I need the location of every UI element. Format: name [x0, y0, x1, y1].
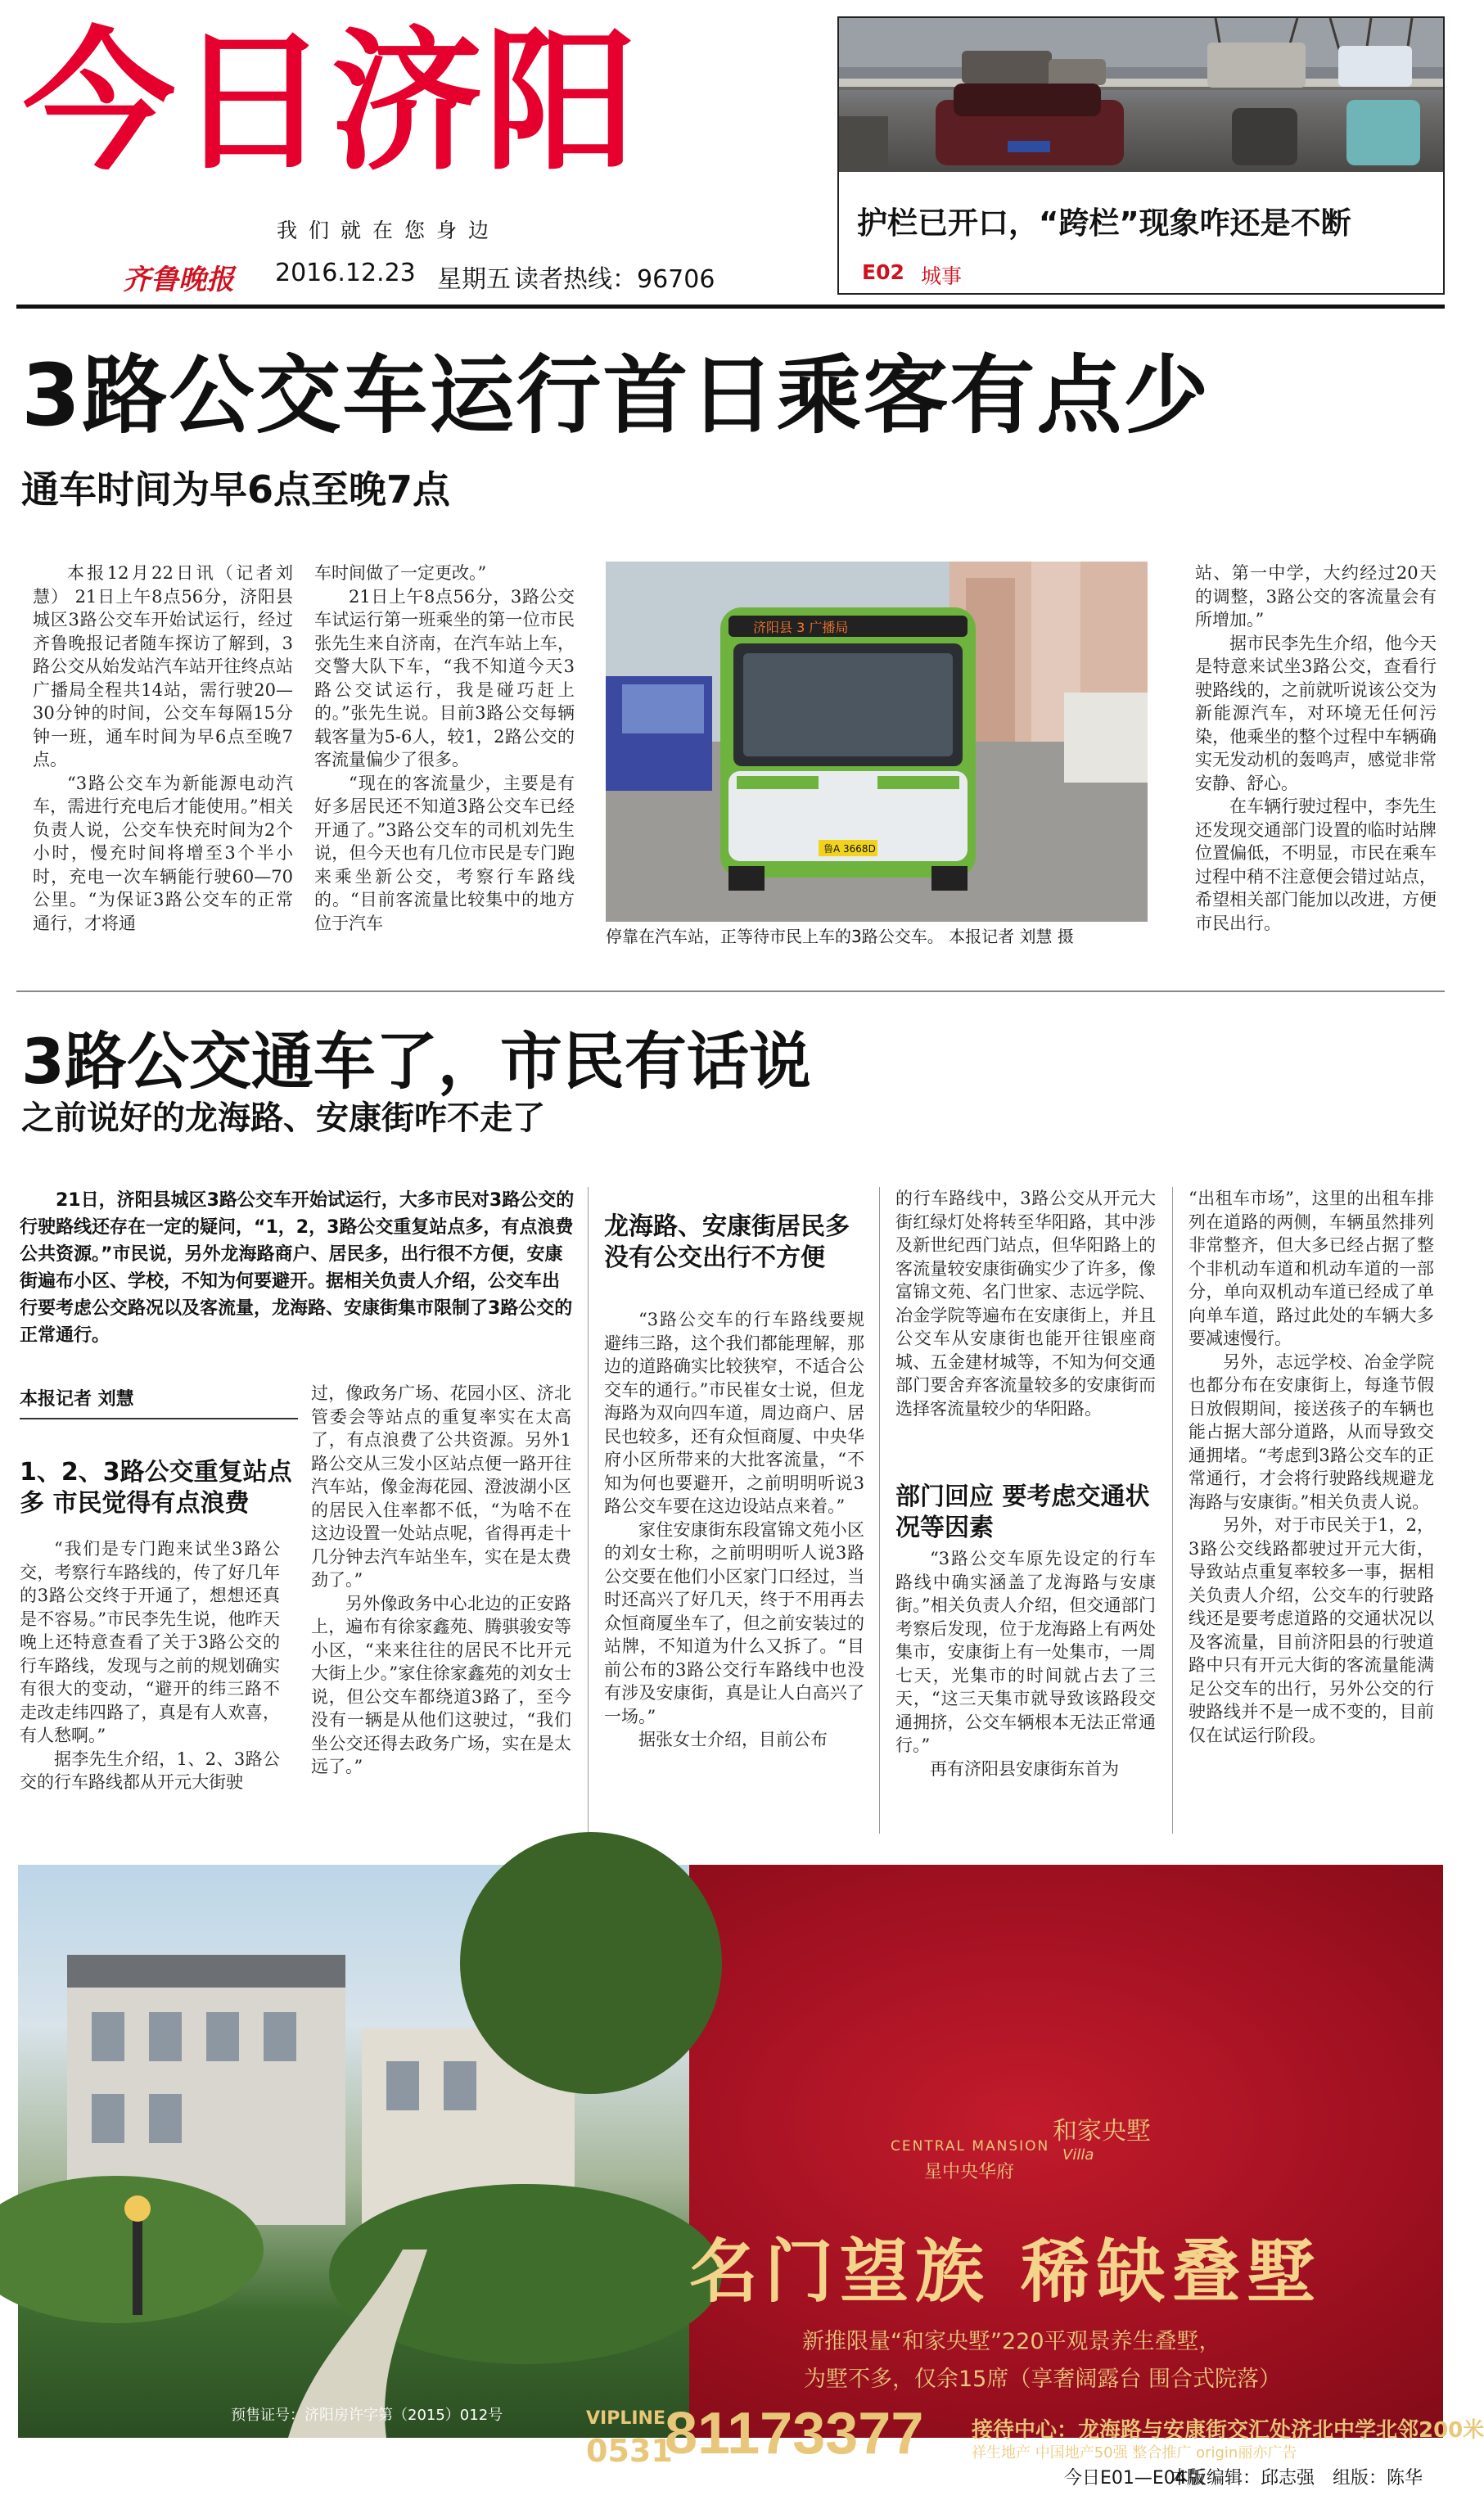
ad-developer-logos: 祥生地产 中国地产50强 整合推广 origin丽亦广告	[972, 2444, 1297, 2462]
story2-paragraph: 据张女士介绍，目前公布	[638, 1730, 828, 1749]
ad-offer-line-1: 新推限量“和家央墅”220平观景养生叠墅，	[802, 2329, 1221, 2354]
section-divider	[16, 991, 1445, 992]
ad-phone-area-code: 0531	[586, 2433, 673, 2469]
teaser-section: 城事	[921, 264, 963, 288]
real-estate-advertisement[interactable]	[18, 1865, 1484, 2469]
bus-photo	[606, 562, 1148, 922]
story2-byline: 本报记者 刘慧	[20, 1389, 134, 1410]
story2-subheading-1: 1、2、3路公交重复站点多 市民觉得有点浪费	[20, 1458, 292, 1518]
footer-editor: 本版编辑：邱志强	[1171, 2468, 1315, 2489]
lead-paragraph: “现在的客流量少，主要是有好多居民还不知道3路公交车已经开通了。”3路公交车的司机刘先生说，但今天也有几位市民是专门跑来乘坐新公交，考察行车路线的。“目前客流量比较集中的地方位于汽车	[314, 773, 575, 933]
ad-phone-number[interactable]: 81173377	[665, 2401, 924, 2466]
story2-subhead: 之前说好的龙海路、安康街咋不走了	[21, 1099, 545, 1137]
story2-paragraph: “3路公交车原先设定的行车路线中确实涵盖了龙海路与安康街。”相关负责人介绍，但交通部门考察后发现，位于龙海路上有两处集市，安康街上有一处集市，一周七天，光集市的时间就占去了三天，“这三天集市就导致该路段交通拥挤，公交车辆根本无法正常通行。”	[895, 1549, 1156, 1755]
photo-caption: 停靠在汽车站，正等待市民上车的3路公交车。 本报记者 刘慧 摄	[606, 927, 1074, 946]
lead-paragraph: 21日上午8点56分，3路公交车试运行第一班乘坐的第一位市民张先生来自济南，在汽车站上车，交警大队下车，“我不知道今天3路公交试运行，我是碰巧赶上的。”张先生说。目前3路公交每辆载客量为5-6人，较1，2路公交的客流量偏少了很多。	[314, 586, 575, 769]
story2-subheading-2: 龙海路、安康街居民多 没有公交出行不方便	[604, 1212, 866, 1274]
story2-paragraph: 过，像政务广场、花园小区、济北管委会等站点的重复率实在太高了，有点浪费了公共资源。另外1路公交从三发小区站点便一路开往汽车站，像金海花园、澄波湖小区的居民入住率都不低，“为啥不在这边设置一处站点呢，省得再走十几分钟去汽车站坐车，实在是太费劲了。”	[311, 1383, 571, 1590]
issue-weekday: 星期五	[437, 265, 511, 294]
lead-column-3	[1195, 562, 1437, 971]
lead-headline[interactable]: 3路公交车运行首日乘客有点少	[21, 345, 1211, 445]
story2-lede: 21日，济阳县城区3路公交车开始试运行，大多市民对3路公交的行驶路线还存在一定的疑问，“1，2，3路公交重复站点多，有点浪费公共资源。”市民说，另外龙海路商户、居民多，出行很不方便，安康街遍布小区、学校，不知为何要避开。据相关负责人介绍，公交车出行要考虑公交路况以及客流量，龙海路、安康街集市限制了3路公交的正常通行。	[20, 1190, 575, 1346]
story2-paragraph: 另外，对于市民关于1，2，3路公交线路都驶过开元大街，导致站点重复率较多一事，据相关负责人介绍，公交车的行驶路线还是要考虑道路的交通状况以及客流量，目前济阳县的行驶道路中只有开元大街的客流量能满足公交车的出行，另外公交的行驶路线并不是一成不变的，目前仅在试运行阶段。	[1189, 1515, 1434, 1745]
bus-license-plate: 鲁A 3668D	[823, 843, 876, 855]
column-rule	[588, 1187, 589, 1834]
ad-villa-english: Villa	[1062, 2146, 1094, 2164]
story2-subheading-3: 部门回应 要考虑交通状况等因素	[895, 1482, 1157, 1544]
column-rule	[879, 1187, 880, 1834]
ad-offer-line-2: 为墅不多，仅余15席（享奢阔露台 围合式院落）	[804, 2367, 1281, 2392]
story2-paragraph: 另外像政务中心北边的正安路上，遍布有徐家鑫苑、腾骐骏安等小区，“来来往往的居民不比开元大街上少。”家住徐家鑫苑的刘女士说，但公交车都绕道3路了，至今没有一辆是从他们这驶过，“我们坐公交还得去政务广场，实在是太远了。”	[311, 1593, 571, 1776]
story2-headline[interactable]: 3路公交通车了，市民有话说	[21, 1025, 811, 1098]
lead-subhead: 通车时间为早6点至晚7点	[21, 467, 451, 512]
lead-paragraph: 站、第一中学，大约经过20天的调整，3路公交的客流量会有所增加。”	[1195, 563, 1437, 630]
paper-logo: 齐鲁晚报	[123, 264, 234, 296]
story2-paragraph: 再有济阳县安康街东首为	[930, 1758, 1119, 1779]
ad-slogan: 名门望族 稀缺叠墅	[689, 2231, 1323, 2312]
story2-paragraph: 家住安康街东段富锦文苑小区的刘女士称，之前明明听人说3路公交要在他们小区家门口经过，当时还高兴了好几天，终于不用再去众恒商厦坐车了，但之前安装过的站牌，不知道为什么又拆了。“目前公布的3路公交行车路线中也没有涉及安康街，真是让人白高兴了一场。”	[604, 1519, 864, 1726]
reader-hotline: 读者热线：96706	[514, 265, 715, 294]
lead-paragraph: 车时间做了一定更改。”	[314, 563, 487, 583]
ad-villa-name: 和家央墅	[1053, 2117, 1151, 2146]
teaser-headline[interactable]: 护栏已开口，“跨栏”现象咋还是不断	[857, 205, 1351, 241]
ad-garden-image	[18, 1865, 689, 2438]
masthead-slogan: 我们就在您身边	[277, 219, 501, 242]
ad-vip-label: VIPLINE	[586, 2408, 665, 2429]
lead-column-1	[33, 562, 293, 971]
story2-paragraph: 另外，志远学校、冶金学院也都分布在安康街上，每逢节假日放假期间，接送孩子的车辆也能占据大部分道路，从而导致交通拥堵。“考虑到3路公交车的正常通行，才会将行驶路线规避龙海路与安康街。”相关负责人说。	[1189, 1352, 1434, 1512]
story2-column-5	[1189, 1187, 1434, 1834]
ad-reception-address: 接待中心：龙海路与安康街交汇处济北中学北邻200米	[972, 2418, 1484, 2443]
issue-date: 2016.12.23	[275, 259, 416, 287]
story2-column-3	[604, 1212, 864, 1834]
story2-paragraph: “3路公交车的行车路线要规避纬三路，这个我们都能理解，那边的道路确实比较狭窄，不适合公交车的通行。”市民崔女士说，但龙海路为双向四车道，周边商户、居民也较多，还有众恒商厦、中央华府小区所带来的大批客流量，“不知为何也要避开，之前明明听说3路公交车要在这边设站点来着。”	[604, 1310, 864, 1516]
traffic-photo	[839, 18, 1443, 172]
lead-paragraph: 据市民李先生介绍，他今天是特意来试坐3路公交，查看行驶路线的，之前就听说该公交为新能源汽车，对环境无任何污染，他乘坐的整个过程中车辆确实无发动机的轰鸣声，感觉非常安静、舒心。	[1195, 633, 1437, 793]
story2-column-1	[20, 1537, 280, 1832]
footer-layout-editor: 组版：陈华	[1333, 2468, 1423, 2489]
ad-brand-english: CENTRAL MANSION	[891, 2138, 1050, 2155]
byline-rule	[20, 1418, 298, 1419]
ad-brand-chinese: 星中央华府	[924, 2162, 1015, 2182]
story2-paragraph: 据李先生介绍，1、2、3路公交的行车路线都从开元大街驶	[20, 1749, 280, 1792]
story2-paragraph: 的行车路线中，3路公交从开元大街红绿灯处将转至华阳路，其中涉及新世纪西门站点，但华阳路上的客流量较安康街确实少了许多，像富锦文苑、名门世家、志远学院、冶金学院等遍布在安康街上，并且公交车从安康街也能开往银座商城、五金建材城等，不知为何交通部门要舍弃客流量较多的安康街而选择客流量较少的华阳路。	[895, 1189, 1156, 1419]
masthead-title: 今日济阳	[23, 13, 639, 191]
bus-scene	[606, 562, 1148, 922]
lead-paragraph: 在车辆行驶过程中，李先生还发现交通部门设置的临时站牌位置偏低，不明显，市民在乘车过程中稍不注意便会错过站点，希望相关部门能加以改进，方便市民出行。	[1195, 796, 1437, 933]
bus-destination-sign: 济阳县 3 广播局	[753, 620, 849, 635]
lead-column-2	[314, 562, 575, 971]
story2-paragraph: “出租车市场”，这里的出租车排列在道路的两侧，车辆虽然排列非常整齐，但大多已经占据了整个非机动车道和机动车道的一部分，单向双机动车道已经成了单向单车道，路过此处的车辆大多要减速慢行。	[1189, 1189, 1434, 1348]
ad-presale-license: 预售证号：济阳房许字第（2015）012号	[231, 2407, 503, 2424]
villa-garden-scene	[18, 1865, 689, 2438]
traffic-scene	[839, 18, 1443, 172]
masthead-divider	[16, 305, 1445, 309]
footer-page-range: 今日E01—E04版	[1064, 2468, 1205, 2489]
lead-paragraph: “3路公交车为新能源电动汽车，需进行充电后才能使用。”相关负责人说，公交车快充时间为2个小时，慢充时间将增至3个半小时，充电一次车辆能行驶60—70公里。“为保证3路公交车的正常通行，才将通	[33, 773, 293, 933]
column-rule	[1172, 1187, 1173, 1834]
story2-column-2	[311, 1382, 571, 1832]
teaser-page-number: E02	[862, 260, 904, 284]
story2-paragraph: “我们是专门跑来试坐3路公交，考察行车路线的，传了好几年的3路公交终于开通了，想想还真是不容易。”市民李先生说，他昨天晚上还特意查看了关于3路公交的行车路线，发现与之前的规划确实有很大的变动，“避开的纬三路不走改走纬四路了，真是有人欢喜，有人愁啊。”	[20, 1539, 280, 1745]
lead-paragraph: 本报12月22日讯（记者刘慧） 21日上午8点56分，济阳县城区3路公交车开始试运行，经过齐鲁晚报记者随车探访了解到，3路公交从始发站汽车站开往终点站广播局全程共14站，需行驶20—30分钟的时间，公交车每隔15分钟一班，通车时间为早6点至晚7点。	[33, 563, 293, 769]
teaser-box[interactable]	[837, 16, 1445, 295]
